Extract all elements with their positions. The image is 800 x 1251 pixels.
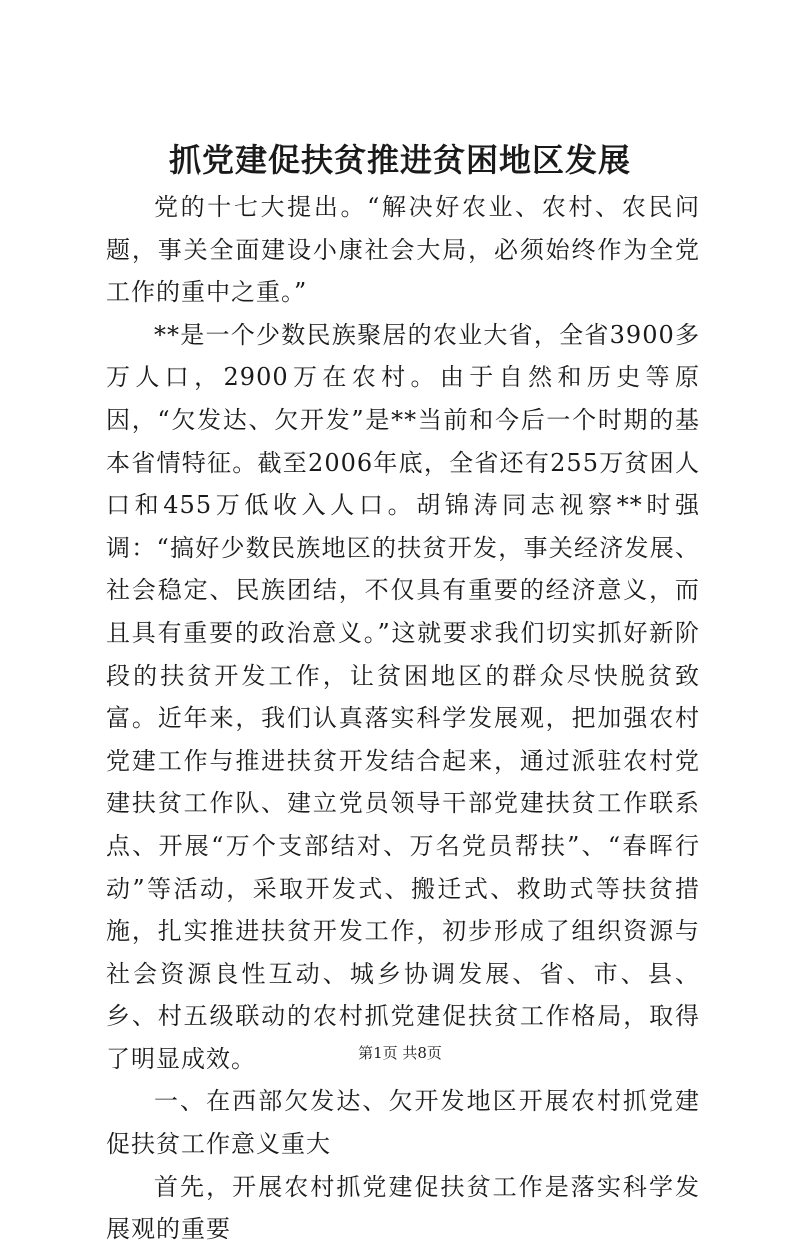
paragraph-intro: 党的十七大提出。“解决好农业、农村、农民问题，事关全面建设小康社会大局，必须始终作为全党工作的重中之重。” [106,193,700,307]
document-body [106,186,700,1251]
paragraph-first-point: 首先，开展农村抓党建促扶贫工作是落实科学发展观的重要 [106,1172,700,1244]
page-number-footer: 第1页 共8页 [358,1044,442,1062]
document-title: 抓党建促扶贫推进贫困地区发展 [168,141,631,179]
section-heading-1: 一、在西部欠发达、欠开发地区开展农村抓党建促扶贫工作意义重大 [106,1087,700,1159]
paragraph-province-overview: **是一个少数民族聚居的农业大省，全省3900多万人口，2900万在农村。由于自然和历史等原因，“欠发达、欠开发”是**当前和今后一个时期的基本省情特征。截至2006年底，全省还有255万贫困人口和455万低收入人口。胡锦涛同志视察**时强调：“搞好少数民族地区的扶贫开发，事关经济发展、社会稳定、民族团结，不仅具有重要的经济意义，而且具有重要的政治意义。”这就要求我们切实抓好新阶段的扶贫开发工作，让贫困地区的群众尽快脱贫致富。近年来，我们认真落实科学发展观，把加强农村党建工作与推进扶贫开发结合起来，通过派驻农村党建扶贫工作队、建立党员领导干部党建扶贫工作联系点、开展“万个支部结对、万名党员帮扶”、“春晖行动”等活动，采取开发式、搬迁式、救助式等扶贫措施，扎实推进扶贫开发工作，初步形成了组织资源与社会资源良性互动、城乡协调发展、省、市、县、乡、村五级联动的农村抓党建促扶贫工作格局，取得了明显成效。 [106,320,700,1073]
